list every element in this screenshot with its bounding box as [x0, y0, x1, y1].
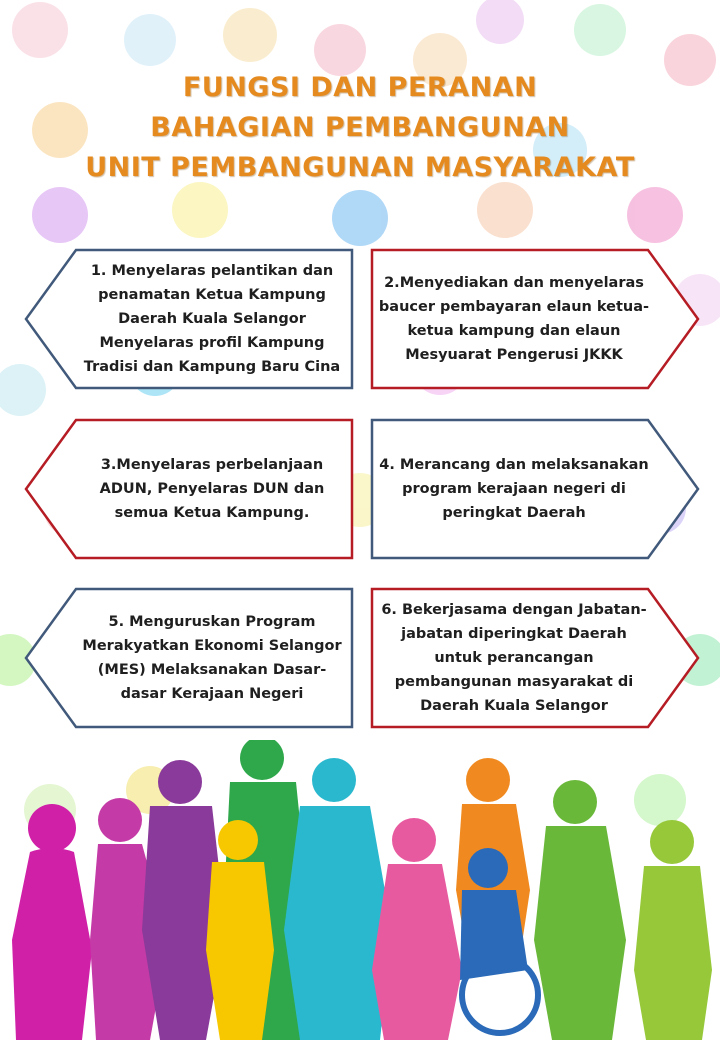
person-silhouette	[372, 818, 462, 1040]
person-silhouette	[12, 804, 92, 1040]
title-line-1: FUNGSI DAN PERANAN	[182, 72, 538, 103]
people-silhouettes-illustration	[0, 740, 720, 1040]
function-text-2: 2.Menyediakan dan menyelaras baucer pembayaran elaun ketua-ketua kampung dan elaun Mesyuarat Pengerusi JKKK	[378, 275, 650, 363]
function-card-1	[24, 248, 354, 390]
title-line-3: UNIT PEMBANGUNAN MASYARAKAT	[85, 152, 635, 183]
person-silhouette	[284, 758, 392, 1040]
function-card-6	[370, 587, 700, 729]
function-card-3	[24, 418, 354, 560]
function-card-5	[24, 587, 354, 729]
function-text-3: 3.Menyelaras perbelanjaan ADUN, Penyelaras DUN dan semua Ketua Kampung.	[99, 457, 325, 521]
function-text-4: 4. Merancang dan melaksanakan program kerajaan negeri di peringkat Daerah	[379, 457, 649, 521]
function-text-1: 1. Menyelaras pelantikan dan penamatan Ketua Kampung Daerah Kuala Selangor Menyelaras profil Kampung Tradisi dan Kampung Baru Cina	[83, 263, 341, 375]
function-text-5: 5. Menguruskan Program Merakyatkan Ekonomi Selangor (MES) Melaksanakan Dasar- dasar Kerajaan Negeri	[82, 614, 342, 702]
person-silhouette	[534, 780, 626, 1040]
page-title	[0, 68, 720, 188]
function-card-4	[370, 418, 700, 560]
title-line-2: BAHAGIAN PEMBANGUNAN	[150, 112, 570, 143]
function-card-2	[370, 248, 700, 390]
function-text-6: 6. Bekerjasama dengan Jabatan-jabatan diperingkat Daerah untuk perancangan pembangunan masyarakat di Daerah Kuala Selangor	[381, 602, 647, 714]
person-silhouette	[634, 820, 712, 1040]
